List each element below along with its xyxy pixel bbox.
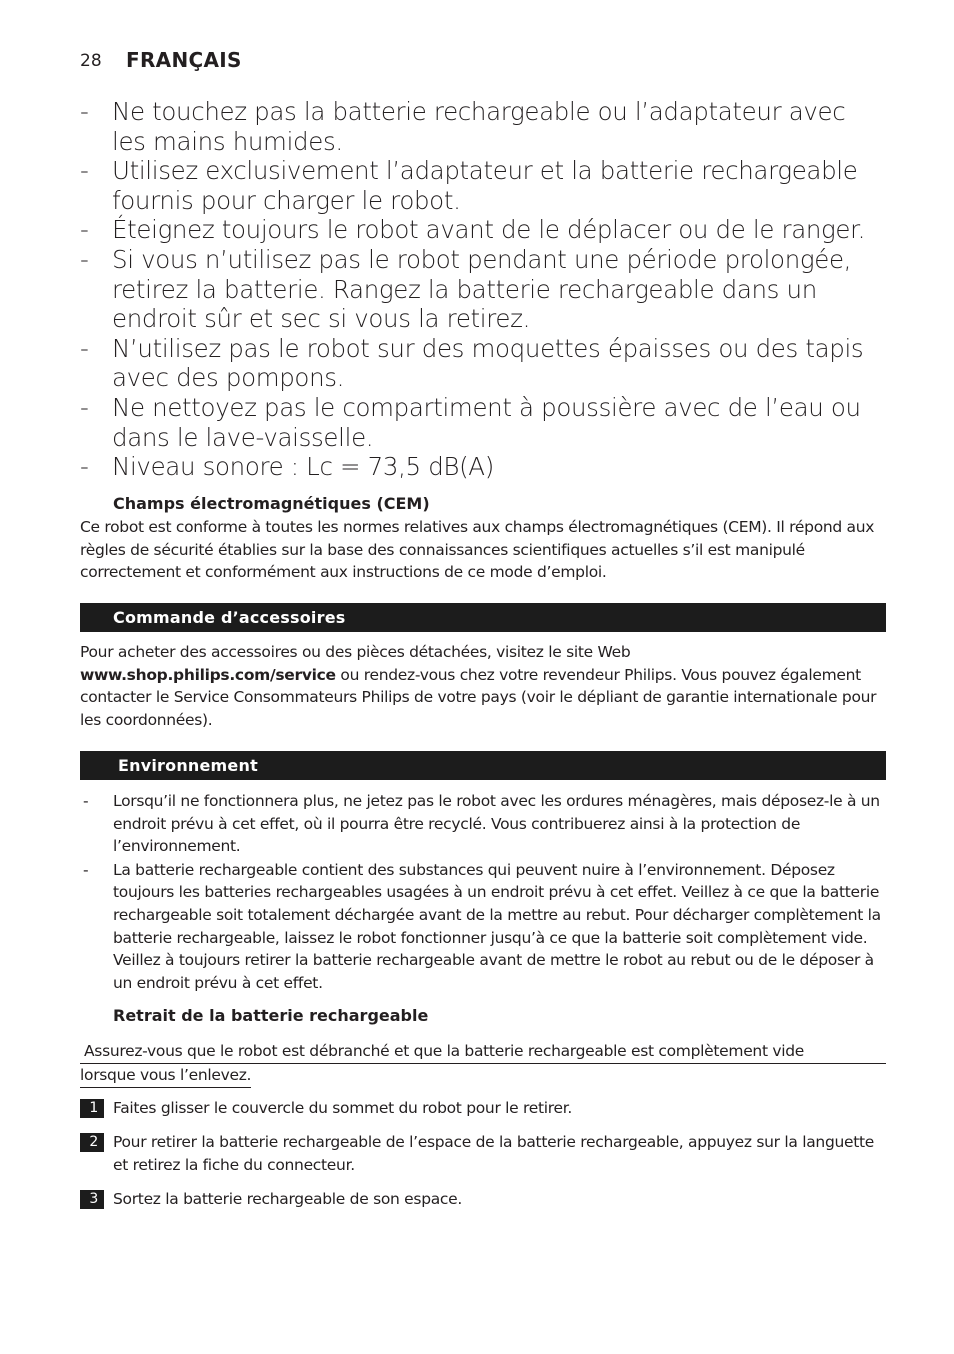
accessories-section-bar [80, 603, 886, 632]
language-title: FRANÇAIS [126, 48, 242, 72]
environment-list [80, 790, 886, 995]
list-item: - Lorsqu’il ne fonctionnera plus, ne jetez pas le robot avec les ordures ménagères, mais déposez-le à un endroit prévu à cet effet, où il pourra être recyclé. Vous contribuerez ainsi à la protection de l’environnement. [83, 792, 880, 856]
page-number: 28 [80, 51, 102, 71]
removal-warning: Assurez-vous que le robot est débranché et que la batterie rechargeable est complètement vide lorsque vous l’enlevez. [80, 1040, 886, 1088]
step-2: 2 Pour retirer la batterie rechargeable de l’espace de la batterie rechargeable, appuyez sur la languette et retirez la fiche du connecteur. [80, 1131, 886, 1177]
list-item: - Éteignez toujours le robot avant de le déplacer ou de le ranger. [80, 215, 866, 245]
list-item: - N’utilisez pas le robot sur des moquettes épaisses ou des tapis avec des pompons. [80, 333, 864, 393]
accessories-heading: Commande d’accessoires [113, 608, 346, 627]
list-item: - Niveau sonore : Lc = 73,5 dB(A) [80, 452, 494, 482]
step-1: 1 Faites glisser le couvercle du sommet du robot pour le retirer. [80, 1097, 886, 1120]
environment-heading: Environnement [118, 756, 258, 775]
step-number: 2 [80, 1133, 104, 1152]
shop-link[interactable]: www.shop.philips.com/service [80, 665, 336, 684]
emf-text: Ce robot est conforme à toutes les normes relatives aux champs électromagnétiques (CEM). Il répond aux règles de sécurité établies sur la base des connaissances scientifiques actuelles s’il est manipulé correctement et conformément aux instructions de ce mode d’emploi. [80, 518, 875, 582]
list-item: - Ne touchez pas la batterie rechargeable ou l’adaptateur avec les mains humides. [80, 97, 846, 156]
step-3: 3 Sortez la batterie rechargeable de son espace. [80, 1188, 886, 1211]
step-number: 1 [80, 1099, 104, 1118]
environment-section-bar [80, 751, 886, 780]
list-item: - Si vous n’utilisez pas le robot pendant une période prolongée, retirez la batterie. Rangez la batterie rechargeable dans un endroit sûr et sec si vous la retirez. [80, 244, 852, 334]
emf-heading: Champs électromagnétiques (CEM) [113, 494, 430, 513]
removal-heading: Retrait de la batterie rechargeable [113, 1006, 429, 1025]
list-item: - Utilisez exclusivement l’adaptateur et la batterie rechargeable fournis pour charger le robot. [80, 156, 858, 215]
list-item: - Ne nettoyez pas le compartiment à poussière avec de l’eau ou dans le lave-vaisselle. [80, 392, 861, 452]
list-item: - La batterie rechargeable contient des substances qui peuvent nuire à l’environnement. Déposez toujours les batteries rechargeables usagées à un endroit prévu à cet effet. Veillez à ce que la batterie rechargeable soit totalement déchargée avant de la mettre au rebut. Pour décharger complètement la batterie rechargeable, laissez le robot fonctionner jusqu’à ce que la batterie soit complètement vide. Veillez à toujours retirer la batterie rechargeable avant de mettre le robot au rebut ou de le déposer à un endroit prévu à cet effet. [83, 860, 881, 992]
warnings-list [80, 97, 886, 482]
accessories-text: Pour acheter des accessoires ou des pièces détachées, visitez le site Web www.shop.philips.com/service ou rendez-vous chez votre revendeur Philips. Vous pouvez également contacter le Service Consommateurs Philips de votre pays (voir le dépliant de garantie internationale pour les coordonnées). [80, 643, 877, 729]
step-number: 3 [80, 1190, 104, 1209]
